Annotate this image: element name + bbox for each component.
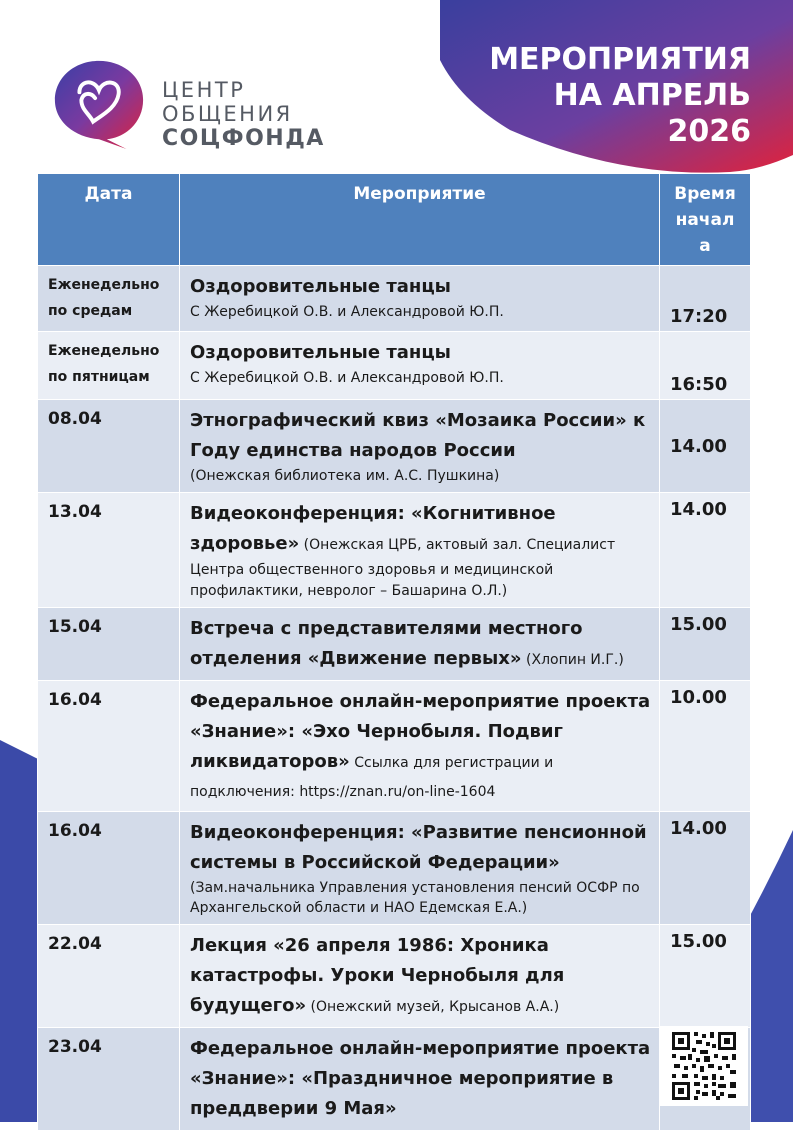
brand-line-3: СОЦФОНДА [162, 126, 325, 151]
date-line-2: по пятницам [48, 369, 150, 385]
time-header-line-1: Время [674, 184, 736, 204]
event-date [38, 266, 180, 332]
event-description [180, 400, 660, 493]
event-title: Видеоконференция: «Когнитивное здоровье» [190, 503, 556, 554]
title-line-3: 2026 [667, 114, 751, 149]
time-header-line-3: а [699, 236, 711, 256]
event-title: Оздоровительные танцы [190, 276, 451, 297]
event-note: (Зам.начальника Управления установления пенсий ОСФР по Архангельской области и НАО Едемская Е.А.) [190, 880, 640, 916]
event-date [38, 332, 180, 400]
event-time: 14.00 [660, 493, 751, 608]
event-note: С Жеребицкой О.В. и Александровой Ю.П. [190, 304, 504, 320]
event-note: (Онежский музей, Крысанов А.А.) [306, 999, 560, 1015]
table-header-row [38, 174, 751, 266]
event-description [180, 266, 660, 332]
table-row [38, 812, 751, 925]
column-header-time [660, 174, 751, 266]
event-time: 15.00 [660, 608, 751, 681]
event-description [180, 1028, 660, 1131]
event-date: 23.04 [38, 1028, 180, 1131]
brand-name [162, 80, 325, 150]
event-time: 14.00 [660, 400, 751, 493]
brand-line-1: ЦЕНТР [162, 78, 246, 102]
heart-speech-logo-icon [50, 52, 148, 152]
event-description [180, 925, 660, 1028]
event-date: 22.04 [38, 925, 180, 1028]
time-header-line-2: начал [675, 210, 735, 230]
table-row [38, 608, 751, 681]
date-line-1: Еженедельно [48, 277, 160, 293]
qr-code-icon[interactable] [660, 1026, 748, 1106]
table-row [38, 266, 751, 332]
title-line-1: МЕРОПРИЯТИЯ [489, 42, 751, 77]
date-line-2: по средам [48, 303, 133, 319]
event-note: С Жеребицкой О.В. и Александровой Ю.П. [190, 370, 504, 386]
brand-line-2: ОБЩЕНИЯ [162, 102, 293, 126]
event-time: 16:50 [660, 332, 751, 400]
events-table [37, 173, 751, 1131]
table-row [38, 1028, 751, 1131]
event-description [180, 608, 660, 681]
event-description [180, 681, 660, 812]
event-description [180, 332, 660, 400]
event-title: Оздоровительные танцы [190, 342, 451, 363]
event-date: 08.04 [38, 400, 180, 493]
table-row [38, 493, 751, 608]
page-title [489, 42, 751, 150]
event-description [180, 493, 660, 608]
event-date: 13.04 [38, 493, 180, 608]
table-row [38, 925, 751, 1028]
event-title: Лекция «26 апреля 1986: Хроника катастрофы. Уроки Чернобыля для будущего» [190, 935, 565, 1016]
event-time: 17:20 [660, 266, 751, 332]
column-header-date: Дата [38, 174, 180, 266]
date-line-1: Еженедельно [48, 343, 160, 359]
event-title: Видеоконференция: «Развитие пенсионной системы в Российской Федерации» [190, 822, 647, 873]
event-date: 16.04 [38, 812, 180, 925]
title-line-2: НА АПРЕЛЬ [553, 78, 751, 113]
event-description [180, 812, 660, 925]
event-note: Ссылка для регистрации и подключения: https://znan.ru/on-line-1604 [190, 755, 554, 800]
table-row [38, 400, 751, 493]
event-time: 14.00 [660, 812, 751, 925]
event-note: (Хлопин И.Г.) [521, 652, 624, 668]
event-title: Федеральное онлайн-мероприятие проекта «Знание»: «Праздничное мероприятие в преддверии 9 Мая» [190, 1038, 651, 1119]
event-title: Этнографический квиз «Мозаика России» к Году единства народов России [190, 410, 646, 461]
table-row [38, 332, 751, 400]
table-row [38, 681, 751, 812]
event-title: Федеральное онлайн-мероприятие проекта «Знание»: «Эхо Чернобыля. Подвиг ликвидаторов» [190, 691, 651, 772]
event-title: Встреча с представителями местного отделения «Движение первых» [190, 618, 583, 669]
event-time: 15.00 [660, 925, 751, 1028]
event-date: 16.04 [38, 681, 180, 812]
event-time: 10.00 [660, 681, 751, 812]
column-header-event: Мероприятие [180, 174, 660, 266]
event-date: 15.04 [38, 608, 180, 681]
event-note: (Онежская библиотека им. А.С. Пушкина) [190, 468, 500, 484]
event-note: (Онежская ЦРБ, актовый зал. Специалист Центра общественного здоровья и медицинской профилактики, невролог – Башарина О.Л.) [190, 537, 616, 599]
